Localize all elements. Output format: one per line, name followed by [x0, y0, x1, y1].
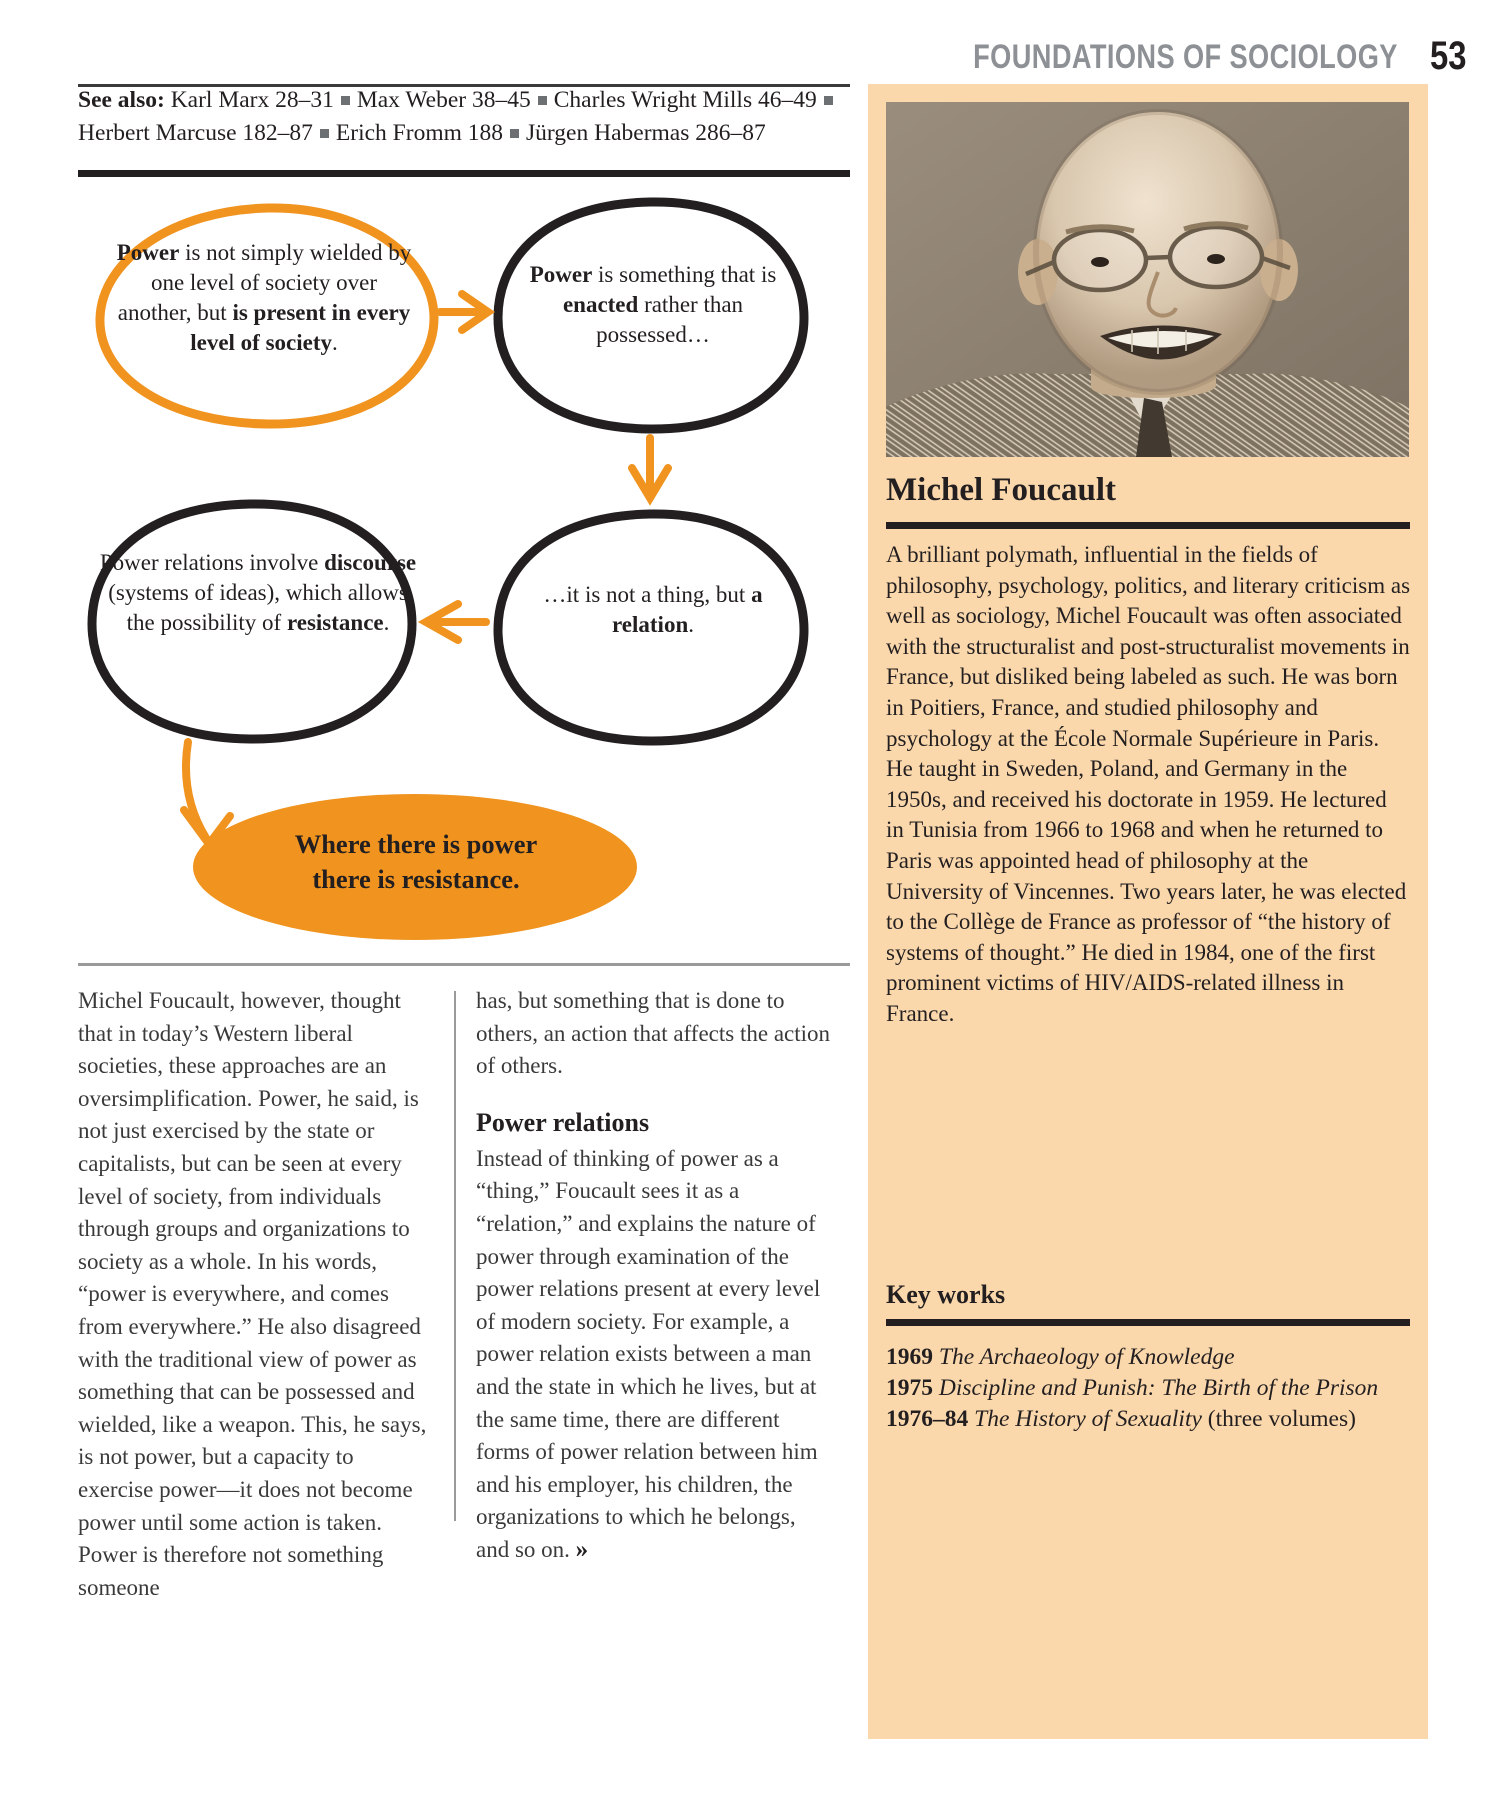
- biography-sidebar: [868, 84, 1428, 1739]
- body-subheading: Power relations: [476, 1107, 650, 1137]
- key-work-entry: 1969 The Archaeology of Knowledge: [886, 1344, 1235, 1370]
- bullet-square: [510, 129, 519, 138]
- key-works-list: [886, 1342, 1410, 1435]
- bullet-square: [824, 96, 833, 105]
- page-number: 53: [1429, 34, 1466, 78]
- running-head: [0, 34, 1506, 88]
- body-paragraph-left: Michel Foucault, however, thought that in today’s Western liberal societies, these approaches are an oversimplification. Power, he said, is not just exercised by the state or capitalists, but can be seen at every level of society, from individuals through groups and organizations to society as a whole. In his words, “power is everywhere, and comes from everywhere.” He also disagreed with the traditional view of power as something that can be possessed and wielded, like a weapon. This, he says, is not power, but a capacity to exercise power—it does not become power until some action is taken. Power is therefore not something someone: [78, 988, 427, 1600]
- see-also-bottom-rule: [78, 170, 850, 177]
- biography-name: Michel Foucault: [886, 472, 1117, 508]
- see-also-block: [78, 84, 850, 150]
- key-work-entry: 1976–84 The History of Sexuality (three volumes): [886, 1406, 1356, 1432]
- bullet-square: [320, 129, 329, 138]
- body-paragraph-right: Instead of thinking of power as a “thing,” Foucault sees it as a “relation,” and explains the nature of power through examination of the power relations present at every level of modern society. For example, a power relation exists between a man and the state in which he lives, but at the same time, there are different forms of power relation between him and his employer, his children, the organizations to which he belongs, and so on. »: [476, 1145, 821, 1563]
- arrow-node3-to-node4: [426, 604, 486, 640]
- body-column-right: [476, 985, 831, 1567]
- bullet-square: [538, 96, 547, 105]
- body-top-rule: [78, 963, 850, 966]
- node-5-text: Where there is power there is resistance.: [294, 829, 538, 894]
- end-marker: »: [575, 1535, 589, 1563]
- arrow-node1-to-node2: [440, 294, 488, 330]
- column-divider: [454, 991, 456, 1521]
- power-flow-diagram: [78, 180, 858, 955]
- biography-text: A brilliant polymath, influential in the fields of philosophy, psychology, politics, and literary criticism as well as sociology, Michel Foucault was often associated with the structuralist and post-structuralist movements in France, but disliked being labeled as such. He was born in Poitiers, France, and studied philosophy and psychology at the École Normale Supérieure in Paris. He taught in Sweden, Poland, and Germany in the 1950s, and received his doctorate in 1959. He lectured in Tunisia from 1966 to 1968 and when he returned to Paris was appointed head of philosophy at the University of Vincennes. Two years later, he was elected to the Collège de France as professor of “the history of systems of thought.” He died in 1984, one of the first prominent victims of HIV/AIDS-related illness in France.: [886, 542, 1411, 1026]
- see-also-text: See also: Karl Marx 28–31 Max Weber 38–45 Charles Wright Mills 46–49Herbert Marcuse 182–87 Erich Fromm 188 Jürgen Habermas 286–87: [78, 84, 850, 150]
- node-3-text: …it is not a thing, but a relation.: [543, 582, 763, 637]
- biography-name-rule: [886, 522, 1410, 529]
- node-1-text: Power is not simply wielded by one level of society over another, but is present in every level of society.: [116, 240, 412, 355]
- key-works-rule: [886, 1319, 1410, 1326]
- node-2-text: Power is something that is enacted rather than possessed…: [529, 262, 777, 347]
- body-text-block: [78, 985, 853, 1600]
- node-4-text: Power relations involve discourse (systems of ideas), which allows the possibility of resistance.: [99, 550, 417, 635]
- key-work-entry: 1975 Discipline and Punish: The Birth of the Prison: [886, 1375, 1379, 1401]
- key-works-heading: Key works: [886, 1280, 1006, 1309]
- arrow-node2-to-node3: [632, 438, 668, 498]
- body-column-left: [78, 985, 433, 1604]
- portrait-photo: [886, 102, 1409, 457]
- body-paragraph-right-intro: has, but something that is done to others, an action that affects the action of others.: [476, 988, 831, 1079]
- bullet-square: [341, 96, 350, 105]
- running-head-title: FOUNDATIONS OF SOCIOLOGY: [973, 38, 1398, 76]
